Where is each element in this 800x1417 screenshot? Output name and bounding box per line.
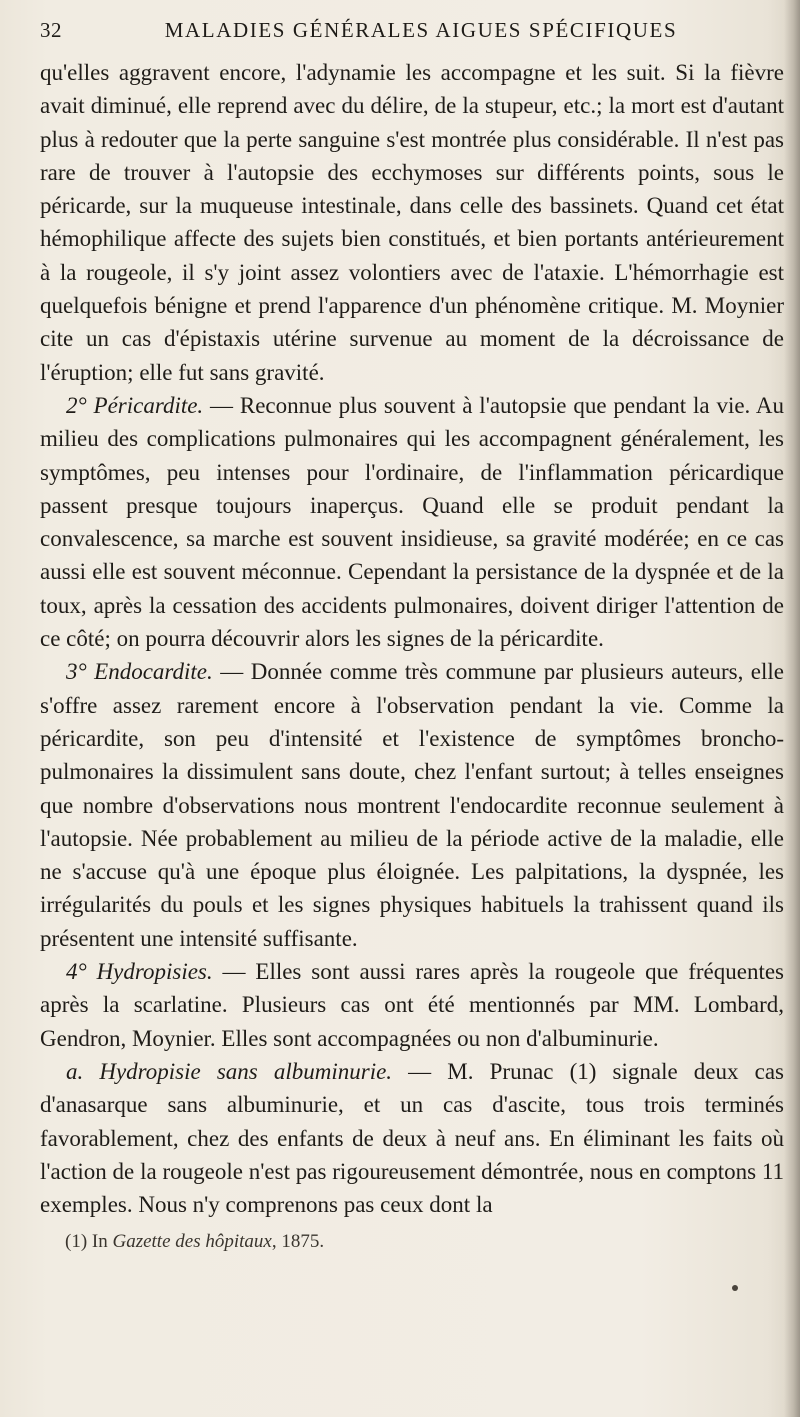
section-heading-pericarditis: 2° Péricardite. (66, 392, 204, 418)
paragraph-text: qu'elles aggravent encore, l'adynamie les accompagne et les suit. Si la fièvre avait diminué, elle reprend avec du délire, de la stupeur, etc.; la mort est d'autant plus à redouter que la perte sanguine s'est montrée plus considérable. Il n'est pas rare de trouver à l'autopsie des ecchymoses sur différents points, sous le péricarde, sur la muqueuse intestinale, dans celle des bassinets. Quand cet état hémophilique affecte des sujets bien constitués, et bien portants antérieurement à la rougeole, il s'y joint assez volontiers avec de l'ataxie. L'hémorrhagie est quelquefois bénigne et prend l'apparence d'un phénomène critique. M. Moynier cite un cas d'épistaxis utérine survenue au moment de la décroissance de l'éruption; elle fut sans gravité. (40, 60, 784, 385)
paragraph-text: — Elles sont aussi rares après la rougeole que fréquentes après la scarlatine. Plusieurs cas ont été mentionnés par MM. Lombard, Gendron, Moynier. Elles sont accompagnées ou non d'albuminurie. (40, 959, 784, 1051)
paragraph-hydropsy-without-albuminuria (40, 1055, 784, 1221)
running-head: MALADIES GÉNÉRALES AIGUES SPÉCIFIQUES (164, 18, 678, 42)
footnote (65, 1231, 324, 1253)
paragraph-text: — Donnée comme très commune par plusieurs auteurs, elle s'offre assez rarement encore à l'observation pendant la vie. Comme la péricardite, son peu d'intensité et l'existence de symptômes broncho-pulmonaires la dissimulent sans doute, chez l'enfant surtout; à telles enseignes que nombre d'observations nous montrent l'endocardite reconnue seulement à l'autopsie. Née probablement au milieu de la période active de la maladie, elle ne s'accuse qu'à une époque plus éloignée. Les palpitations, la dyspnée, les irrégularités du pouls et les signes physiques habituels la trahissent quand ils présentent une intensité suffisante. (40, 659, 784, 951)
section-heading-hydropsies: 4° Hydropisies. (66, 959, 213, 985)
paragraph-hydropsies (40, 955, 784, 1055)
ink-dot (732, 1285, 738, 1291)
paragraph-pericarditis (40, 389, 784, 655)
body-text (40, 56, 784, 1221)
section-heading-hydropsy-without-albuminuria: a. Hydropisie sans albuminurie. (66, 1058, 393, 1084)
footnote-year: , 1875. (271, 1231, 325, 1252)
page-header (40, 18, 782, 52)
paragraph-text: — M. Prunac (1) signale deux cas d'anasarque sans albuminurie, et un cas d'ascite, tous trois terminés favorablement, chez des enfants de deux à neuf ans. En éliminant les faits où l'action de la rougeole n'est pas rigoureusement démontrée, nous en comptons 11 exemples. Nous n'y comprenons pas ceux dont la (40, 1058, 784, 1218)
paragraph-hemorrhage-continued (40, 56, 784, 389)
footnote-marker: (1) In (65, 1231, 113, 1252)
page-edge-shadow (784, 0, 800, 1417)
footnote-source: Gazette des hôpitaux (112, 1231, 272, 1252)
paragraph-endocarditis (40, 655, 784, 955)
section-heading-endocarditis: 3° Endocardite. (66, 659, 213, 685)
paragraph-text: — Reconnue plus souvent à l'autopsie que pendant la vie. Au milieu des complications pulmonaires qui les accompagnent généralement, les symptômes, peu intenses pour l'ordinaire, de l'inflammation péricardique passent presque toujours inaperçus. Quand elle se produit pendant la convalescence, sa marche est souvent insidieuse, sa gravité modérée; en ce cas aussi elle est souvent méconnue. Cependant la persistance de la dyspnée et de la toux, après la cessation des accidents pulmonaires, doivent diriger l'attention de ce côté; on pourra découvrir alors les signes de la péricardite. (40, 392, 784, 652)
page-number: 32 (40, 18, 62, 42)
